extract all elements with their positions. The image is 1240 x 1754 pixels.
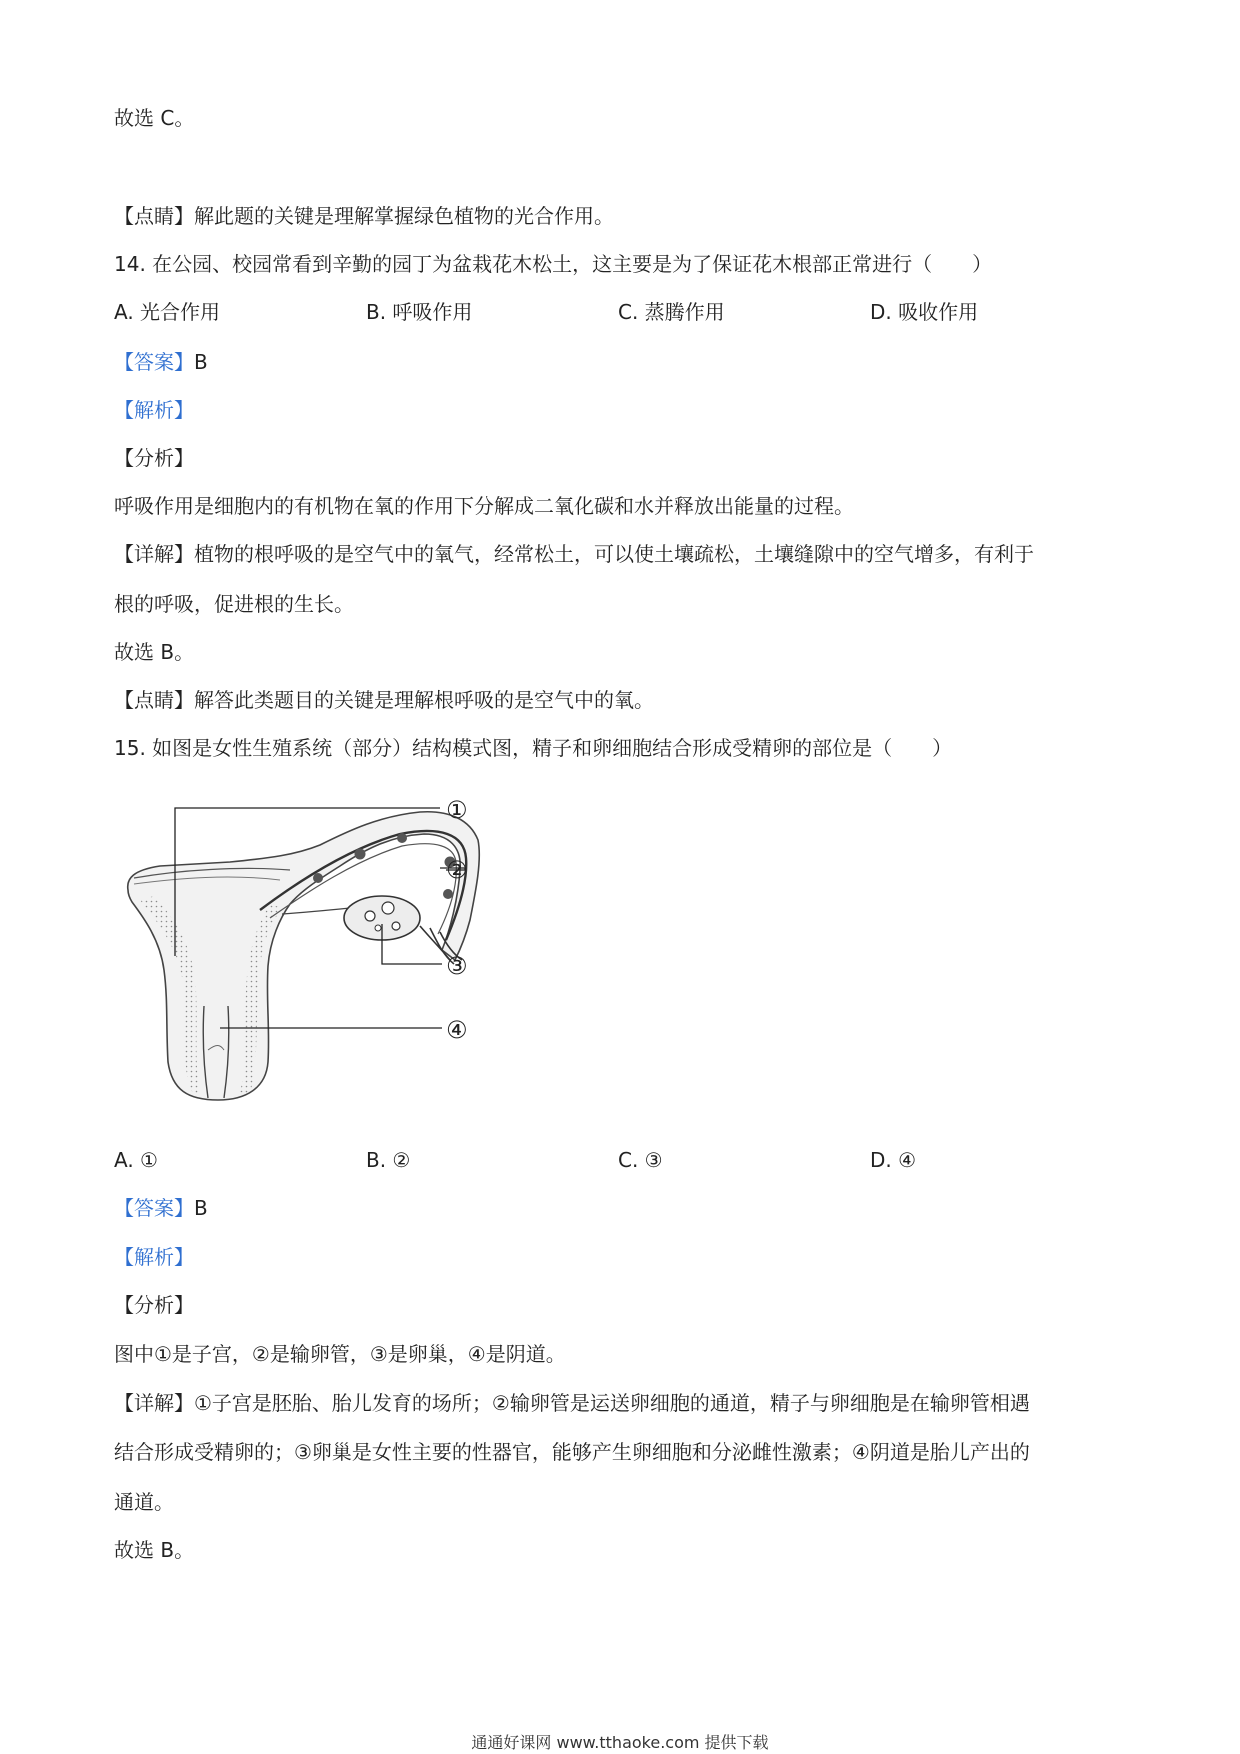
q14-option-b: B. 呼吸作用 xyxy=(366,300,473,324)
xiangjie-tag: 【详解】 xyxy=(114,542,194,566)
q15-stem: 15. 如图是女性生殖系统（部分）结构模式图，精子和卵细胞结合形成受精卵的部位是（ ） xyxy=(114,736,953,760)
q14-jiexi-tag: 【解析】 xyxy=(114,398,194,422)
q15-xiangjie-1 xyxy=(114,1389,1030,1417)
q15-option-b: B. ② xyxy=(366,1148,411,1172)
q14-fenxi-tag: 【分析】 xyxy=(114,446,194,470)
q15-xiangjie-2: 结合形成受精卵的；③卵巢是女性主要的性器官，能够产生卵细胞和分泌雌性激素；④阴道是胎儿产出的 xyxy=(114,1440,1030,1464)
q15-option-a: A. ① xyxy=(114,1148,158,1172)
prev-conclusion: 故选 C。 xyxy=(114,106,195,130)
answer-value: B xyxy=(194,350,208,374)
q14-option-d: D. 吸收作用 xyxy=(870,300,979,324)
figure-label-2: ② xyxy=(446,856,468,884)
q14-option-a: A. 光合作用 xyxy=(114,300,221,324)
prev-dianjing xyxy=(114,202,614,230)
figure-label-3: ③ xyxy=(446,952,468,980)
dianjing-tag: 【点睛】 xyxy=(114,688,194,712)
q15-jiexi-tag: 【解析】 xyxy=(114,1245,194,1269)
q14-dianjing xyxy=(114,686,654,714)
figure-label-4: ④ xyxy=(446,1016,468,1044)
answer-tag: 【答案】 xyxy=(114,1196,194,1220)
q15-answer xyxy=(114,1194,208,1222)
q14-option-c: C. 蒸腾作用 xyxy=(618,300,725,324)
figure-label-1: ① xyxy=(446,800,468,824)
dianjing-text: 解答此类题目的关键是理解根呼吸的是空气中的氧。 xyxy=(194,688,654,712)
answer-tag: 【答案】 xyxy=(114,350,194,374)
answer-value: B xyxy=(194,1196,208,1220)
dianjing-text: 解此题的关键是理解掌握绿色植物的光合作用。 xyxy=(194,204,614,228)
xiangjie-text: ①子宫是胚胎、胎儿发育的场所；②输卵管是运送卵细胞的通道，精子与卵细胞是在输卵管相遇 xyxy=(194,1391,1030,1415)
q15-xiangjie-3: 通道。 xyxy=(114,1490,174,1514)
q14-answer xyxy=(114,348,208,376)
q15-option-c: C. ③ xyxy=(618,1148,663,1172)
q15-fenxi-tag: 【分析】 xyxy=(114,1293,194,1317)
xiangjie-tag: 【详解】 xyxy=(114,1391,194,1415)
q15-option-d: D. ④ xyxy=(870,1148,917,1172)
q14-xiangjie-2: 根的呼吸，促进根的生长。 xyxy=(114,592,354,616)
xiangjie-text: 植物的根呼吸的是空气中的氧气，经常松土，可以使土壤疏松，土壤缝隙中的空气增多，有利于 xyxy=(194,542,1034,566)
q15-conclusion: 故选 B。 xyxy=(114,1538,195,1562)
female-reproductive-diagram xyxy=(120,800,510,1110)
dianjing-tag: 【点睛】 xyxy=(114,204,194,228)
q14-stem: 14. 在公园、校园常看到辛勤的园丁为盆栽花木松土，这主要是为了保证花木根部正常进行（ ） xyxy=(114,252,993,276)
page-footer: 通通好课网 www.tthaoke.com 提供下载 xyxy=(471,1733,769,1752)
q15-fenxi: 图中①是子宫，②是输卵管，③是卵巢，④是阴道。 xyxy=(114,1342,566,1366)
q14-conclusion: 故选 B。 xyxy=(114,640,195,664)
q14-xiangjie-1 xyxy=(114,540,1034,568)
q14-fenxi: 呼吸作用是细胞内的有机物在氧的作用下分解成二氧化碳和水并释放出能量的过程。 xyxy=(114,494,854,518)
